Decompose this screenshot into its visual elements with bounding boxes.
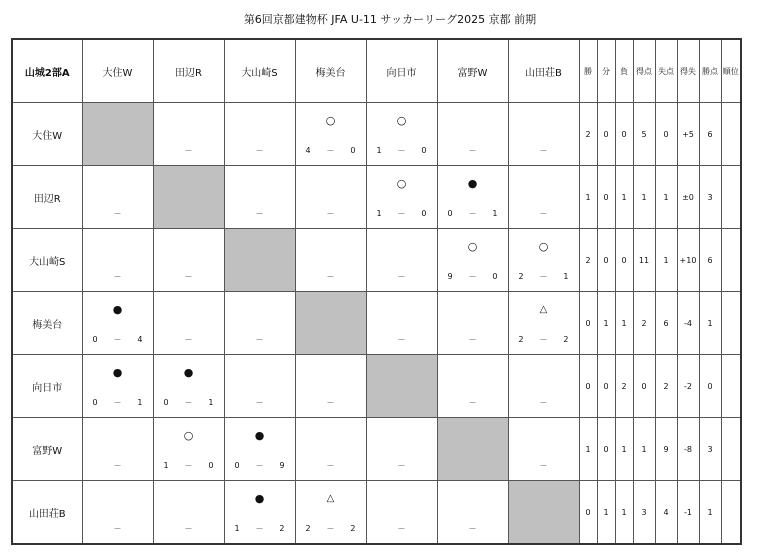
match-cell xyxy=(437,166,508,229)
unplayed-dash: － xyxy=(539,146,548,155)
stat-cell: -8 xyxy=(677,418,699,481)
unplayed-dash: － xyxy=(326,209,335,218)
score-separator: － xyxy=(184,461,193,470)
win-result-icon: ○ xyxy=(183,429,194,442)
match-cell xyxy=(153,103,224,166)
away-score: 1 xyxy=(492,209,498,218)
self-match-cell xyxy=(508,481,579,545)
stat-cell: 2 xyxy=(633,292,655,355)
home-score: 1 xyxy=(234,524,240,533)
stat-cell: 4 xyxy=(655,481,677,545)
stat-cell: +10 xyxy=(677,229,699,292)
stat-cell: 1 xyxy=(633,166,655,229)
home-score: 0 xyxy=(92,335,98,344)
loss-result-icon: ● xyxy=(467,177,478,190)
stat-cell: 5 xyxy=(633,103,655,166)
home-score: 4 xyxy=(305,146,311,155)
self-match-cell xyxy=(295,292,366,355)
self-match-cell xyxy=(82,103,153,166)
unplayed-dash: － xyxy=(326,398,335,407)
stat-cell: ±0 xyxy=(677,166,699,229)
stat-cell: 1 xyxy=(615,418,633,481)
unplayed-dash: － xyxy=(255,335,264,344)
page-title: 第6回京都建物杯 JFA U-11 サッカーリーグ2025 京都 前期 xyxy=(243,13,537,26)
match-cell xyxy=(224,418,295,481)
unplayed-dash: － xyxy=(397,461,406,470)
score-separator: － xyxy=(255,461,264,470)
match-cell xyxy=(508,103,579,166)
stat-header: 分 xyxy=(597,39,615,103)
row-header-team: 大住W xyxy=(12,103,82,166)
home-score: 0 xyxy=(447,209,453,218)
score-separator: － xyxy=(397,146,406,155)
match-cell xyxy=(153,292,224,355)
unplayed-dash: － xyxy=(468,146,477,155)
stat-cell: 1 xyxy=(579,418,597,481)
score-separator: － xyxy=(539,335,548,344)
stat-cell xyxy=(721,355,741,418)
unplayed-dash: － xyxy=(255,209,264,218)
stat-cell xyxy=(721,292,741,355)
column-header-team: 山田荘B xyxy=(508,39,579,103)
match-cell xyxy=(82,481,153,545)
away-score: 1 xyxy=(563,272,569,281)
stat-cell: 1 xyxy=(655,229,677,292)
stat-cell: 0 xyxy=(699,355,721,418)
self-match-cell xyxy=(366,355,437,418)
match-cell xyxy=(366,166,437,229)
table-row xyxy=(12,355,741,418)
home-score: 1 xyxy=(376,146,382,155)
stat-cell: 1 xyxy=(633,418,655,481)
stat-cell: -4 xyxy=(677,292,699,355)
table-row xyxy=(12,166,741,229)
match-cell xyxy=(437,229,508,292)
match-cell xyxy=(153,418,224,481)
stat-cell: 1 xyxy=(597,292,615,355)
unplayed-dash: － xyxy=(397,335,406,344)
away-score: 0 xyxy=(208,461,214,470)
stat-cell: 1 xyxy=(597,481,615,545)
stat-cell xyxy=(721,418,741,481)
match-cell xyxy=(366,229,437,292)
score-separator: － xyxy=(184,398,193,407)
table-corner-label: 山城2部A xyxy=(12,39,82,103)
match-cell xyxy=(366,103,437,166)
match-cell xyxy=(82,355,153,418)
score-separator: － xyxy=(397,209,406,218)
league-table xyxy=(11,38,742,545)
away-score: 4 xyxy=(137,335,143,344)
unplayed-dash: － xyxy=(539,209,548,218)
stat-cell: 0 xyxy=(579,292,597,355)
loss-result-icon: ● xyxy=(254,429,265,442)
loss-result-icon: ● xyxy=(254,492,265,505)
stat-cell: 1 xyxy=(615,481,633,545)
match-cell xyxy=(295,166,366,229)
match-cell xyxy=(82,166,153,229)
stat-cell: 1 xyxy=(655,166,677,229)
stat-cell: -1 xyxy=(677,481,699,545)
away-score: 1 xyxy=(137,398,143,407)
stat-cell: 6 xyxy=(699,103,721,166)
stat-cell xyxy=(721,481,741,545)
match-cell xyxy=(153,229,224,292)
away-score: 0 xyxy=(421,146,427,155)
score-separator: － xyxy=(468,272,477,281)
row-header-team: 田辺R xyxy=(12,166,82,229)
away-score: 0 xyxy=(492,272,498,281)
match-cell xyxy=(82,418,153,481)
match-cell xyxy=(366,481,437,545)
match-cell xyxy=(295,103,366,166)
stat-header: 順位 xyxy=(721,39,741,103)
stat-cell: +5 xyxy=(677,103,699,166)
score-separator: － xyxy=(326,146,335,155)
unplayed-dash: － xyxy=(255,398,264,407)
stat-cell xyxy=(721,166,741,229)
stat-cell: 3 xyxy=(633,481,655,545)
match-cell xyxy=(437,292,508,355)
unplayed-dash: － xyxy=(184,335,193,344)
draw-result-icon: △ xyxy=(539,304,548,315)
match-cell xyxy=(295,481,366,545)
home-score: 2 xyxy=(518,335,524,344)
match-cell xyxy=(366,292,437,355)
match-cell xyxy=(82,229,153,292)
unplayed-dash: － xyxy=(468,524,477,533)
stat-cell: 1 xyxy=(699,292,721,355)
stat-cell: 6 xyxy=(655,292,677,355)
unplayed-dash: － xyxy=(539,398,548,407)
unplayed-dash: － xyxy=(326,272,335,281)
match-cell xyxy=(366,418,437,481)
match-cell xyxy=(295,355,366,418)
column-header-team: 田辺R xyxy=(153,39,224,103)
match-cell xyxy=(508,355,579,418)
win-result-icon: ○ xyxy=(396,114,407,127)
match-cell xyxy=(153,481,224,545)
match-cell xyxy=(437,355,508,418)
score-separator: － xyxy=(113,335,122,344)
unplayed-dash: － xyxy=(113,524,122,533)
home-score: 1 xyxy=(163,461,169,470)
stat-cell: 1 xyxy=(699,481,721,545)
match-cell xyxy=(508,229,579,292)
unplayed-dash: － xyxy=(255,146,264,155)
match-cell xyxy=(153,355,224,418)
stat-cell: 2 xyxy=(615,355,633,418)
match-cell xyxy=(437,481,508,545)
stat-cell: 1 xyxy=(579,166,597,229)
row-header-team: 大山崎S xyxy=(12,229,82,292)
match-cell xyxy=(224,292,295,355)
stat-cell: 2 xyxy=(579,229,597,292)
unplayed-dash: － xyxy=(468,398,477,407)
self-match-cell xyxy=(153,166,224,229)
stat-cell: 0 xyxy=(597,103,615,166)
column-header-team: 富野W xyxy=(437,39,508,103)
stat-header: 勝 xyxy=(579,39,597,103)
table-row xyxy=(12,229,741,292)
match-cell xyxy=(224,103,295,166)
home-score: 9 xyxy=(447,272,453,281)
self-match-cell xyxy=(437,418,508,481)
table-row xyxy=(12,418,741,481)
match-cell xyxy=(82,292,153,355)
home-score: 0 xyxy=(234,461,240,470)
away-score: 2 xyxy=(350,524,356,533)
loss-result-icon: ● xyxy=(112,303,123,316)
stat-cell: 3 xyxy=(699,418,721,481)
stat-cell: 11 xyxy=(633,229,655,292)
loss-result-icon: ● xyxy=(183,366,194,379)
match-cell xyxy=(508,292,579,355)
stat-cell: 0 xyxy=(633,355,655,418)
self-match-cell xyxy=(224,229,295,292)
match-cell xyxy=(224,355,295,418)
win-result-icon: ○ xyxy=(396,177,407,190)
unplayed-dash: － xyxy=(326,461,335,470)
win-result-icon: ○ xyxy=(325,114,336,127)
stat-cell: -2 xyxy=(677,355,699,418)
stat-cell: 2 xyxy=(579,103,597,166)
stat-cell: 0 xyxy=(615,229,633,292)
unplayed-dash: － xyxy=(184,146,193,155)
stat-header: 勝点 xyxy=(699,39,721,103)
stat-cell: 0 xyxy=(597,166,615,229)
away-score: 9 xyxy=(279,461,285,470)
table-row xyxy=(12,103,741,166)
unplayed-dash: － xyxy=(113,272,122,281)
loss-result-icon: ● xyxy=(112,366,123,379)
score-separator: － xyxy=(255,524,264,533)
unplayed-dash: － xyxy=(539,461,548,470)
stat-cell xyxy=(721,229,741,292)
stat-cell: 0 xyxy=(597,355,615,418)
unplayed-dash: － xyxy=(184,272,193,281)
row-header-team: 向日市 xyxy=(12,355,82,418)
draw-result-icon: △ xyxy=(326,493,335,504)
header-row xyxy=(12,39,741,103)
table-row xyxy=(12,481,741,545)
home-score: 2 xyxy=(305,524,311,533)
column-header-team: 大住W xyxy=(82,39,153,103)
match-cell xyxy=(224,481,295,545)
unplayed-dash: － xyxy=(468,335,477,344)
away-score: 2 xyxy=(279,524,285,533)
unplayed-dash: － xyxy=(397,524,406,533)
match-cell xyxy=(295,229,366,292)
stat-cell: 2 xyxy=(655,355,677,418)
score-separator: － xyxy=(326,524,335,533)
score-separator: － xyxy=(468,209,477,218)
home-score: 0 xyxy=(92,398,98,407)
score-separator: － xyxy=(539,272,548,281)
stat-cell: 1 xyxy=(615,166,633,229)
stat-cell: 1 xyxy=(615,292,633,355)
unplayed-dash: － xyxy=(113,209,122,218)
column-header-team: 大山崎S xyxy=(224,39,295,103)
stat-header: 負 xyxy=(615,39,633,103)
match-cell xyxy=(437,103,508,166)
away-score: 2 xyxy=(563,335,569,344)
match-cell xyxy=(508,418,579,481)
match-cell xyxy=(224,166,295,229)
row-header-team: 梅美台 xyxy=(12,292,82,355)
away-score: 0 xyxy=(421,209,427,218)
score-separator: － xyxy=(113,398,122,407)
column-header-team: 向日市 xyxy=(366,39,437,103)
unplayed-dash: － xyxy=(184,524,193,533)
stat-cell: 0 xyxy=(579,481,597,545)
stat-cell: 0 xyxy=(597,418,615,481)
row-header-team: 富野W xyxy=(12,418,82,481)
stat-header: 失点 xyxy=(655,39,677,103)
stat-cell xyxy=(721,103,741,166)
home-score: 1 xyxy=(376,209,382,218)
stat-cell: 0 xyxy=(615,103,633,166)
column-header-team: 梅美台 xyxy=(295,39,366,103)
stat-cell: 3 xyxy=(699,166,721,229)
stat-cell: 0 xyxy=(655,103,677,166)
stat-header: 得失 xyxy=(677,39,699,103)
stat-cell: 0 xyxy=(597,229,615,292)
win-result-icon: ○ xyxy=(538,240,549,253)
away-score: 1 xyxy=(208,398,214,407)
win-result-icon: ○ xyxy=(467,240,478,253)
table-row xyxy=(12,292,741,355)
row-header-team: 山田荘B xyxy=(12,481,82,545)
unplayed-dash: － xyxy=(113,461,122,470)
match-cell xyxy=(295,418,366,481)
away-score: 0 xyxy=(350,146,356,155)
stat-cell: 9 xyxy=(655,418,677,481)
stat-header: 得点 xyxy=(633,39,655,103)
stat-cell: 0 xyxy=(579,355,597,418)
home-score: 2 xyxy=(518,272,524,281)
stat-cell: 6 xyxy=(699,229,721,292)
match-cell xyxy=(508,166,579,229)
unplayed-dash: － xyxy=(397,272,406,281)
home-score: 0 xyxy=(163,398,169,407)
